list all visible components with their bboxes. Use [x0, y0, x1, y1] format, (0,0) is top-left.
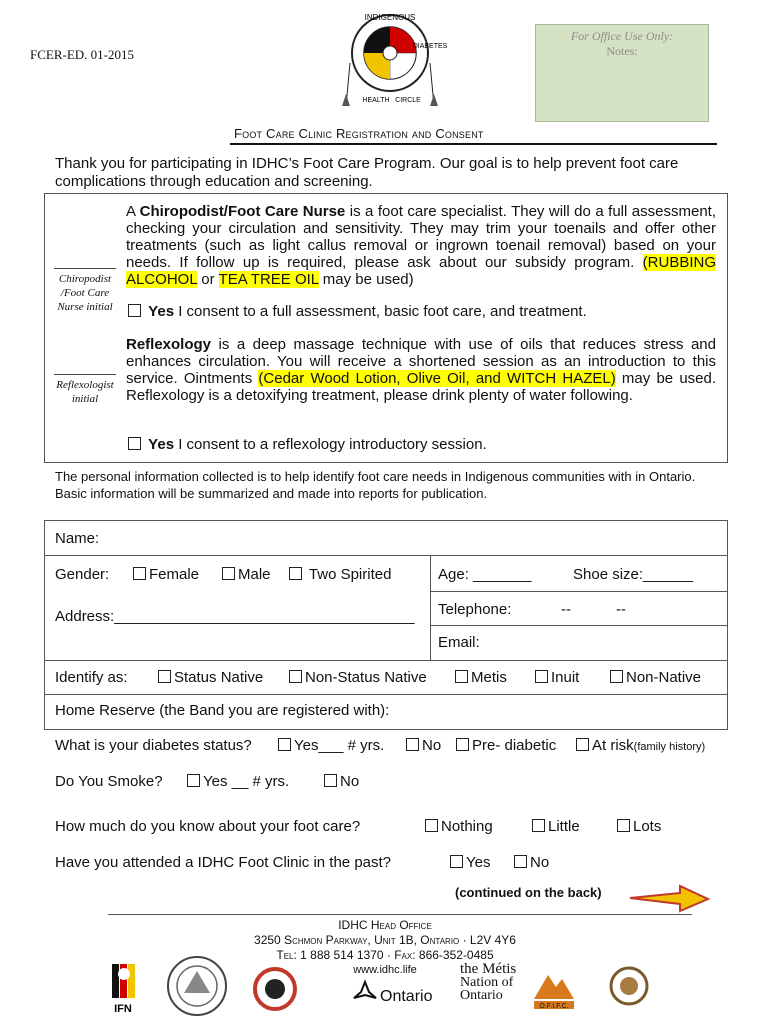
- diabetes-no-label: No: [422, 737, 442, 754]
- ofifc-text: O.F.I.F.C.: [539, 1003, 569, 1010]
- chiropodist-initial-label: Chiropodist /Foot Care Nurse initial: [57, 273, 113, 313]
- reflexologist-initial-line[interactable]: [54, 374, 116, 375]
- diabetes-yes-option[interactable]: [278, 737, 384, 754]
- smoke-no-option[interactable]: [324, 773, 359, 790]
- metis-line-3: Ontario: [460, 988, 503, 1003]
- chiropodist-highlight-1: (RUBBING ALCOHOL: [126, 254, 716, 288]
- non-status-label: Non-Status Native: [305, 669, 427, 686]
- age-field[interactable]: Age: _______: [438, 566, 532, 583]
- smoke-no-checkbox[interactable]: [324, 774, 337, 787]
- inuit-checkbox[interactable]: [535, 670, 548, 683]
- reflexology-consent-text: I consent to a reflexology introductory session.: [174, 436, 487, 453]
- chiropodist-text-a: A: [126, 203, 140, 220]
- attended-question: Have you attended a IDHC Foot Clinic in the past?: [55, 854, 392, 871]
- reflexology-consent-checkbox[interactable]: [128, 437, 141, 450]
- diabetes-yes-checkbox[interactable]: [278, 738, 291, 751]
- female-label: Female: [149, 566, 200, 583]
- telephone-dash-2: --: [616, 601, 626, 618]
- shoe-size-field[interactable]: Shoe size:______: [573, 566, 694, 583]
- address-field[interactable]: Address:____________________________________: [55, 608, 415, 625]
- foot-knowledge-question: How much do you know about your foot care?: [55, 818, 361, 835]
- footer-divider: [108, 914, 692, 915]
- diabetes-no-option[interactable]: [406, 737, 441, 754]
- inuit-label: Inuit: [551, 669, 580, 686]
- chiropodist-yes: Yes: [148, 303, 175, 320]
- diabetes-pre-option[interactable]: [456, 737, 556, 754]
- smoke-question: Do You Smoke?: [55, 773, 163, 790]
- continued-note: (continued on the back): [455, 885, 602, 900]
- diabetes-yes-label: Yes___ # yrs.: [294, 737, 385, 754]
- non-native-label: Non-Native: [626, 669, 702, 686]
- intro-text: Thank you for participating in IDHC’s Foot Care Program. Our goal is to help prevent foot care complications through education and screening.: [55, 155, 679, 190]
- two-spirited-label: Two Spirited: [308, 566, 392, 583]
- non-native-option[interactable]: [610, 669, 701, 686]
- diabetes-pre-label: Pre- diabetic: [472, 737, 557, 754]
- gender-two-spirited-option[interactable]: [289, 566, 391, 583]
- attended-yes-option[interactable]: [450, 854, 490, 871]
- attended-no-label: No: [530, 854, 550, 871]
- attended-yes-checkbox[interactable]: [450, 855, 463, 868]
- female-checkbox[interactable]: [133, 567, 146, 580]
- nothing-checkbox[interactable]: [425, 819, 438, 832]
- name-field[interactable]: Name:: [55, 530, 100, 547]
- metis-line-2: Nation of: [460, 975, 514, 990]
- knowledge-lots-option[interactable]: [617, 818, 661, 835]
- logo-text-1: INDIGENOUS: [364, 13, 416, 22]
- reflexologist-initial-label: Reflexologist initial: [56, 379, 114, 405]
- reflexology-highlight: (Cedar Wood Lotion, Olive Oil, and WITCH HAZEL): [258, 370, 616, 387]
- diabetes-risk-option[interactable]: [576, 737, 705, 754]
- non-status-option[interactable]: [289, 669, 427, 686]
- little-label: Little: [548, 818, 580, 835]
- chiropodist-consent-text: I consent to a full assessment, basic foot care, and treatment.: [174, 303, 587, 320]
- identify-label: Identify as:: [55, 669, 128, 686]
- chiropodist-text-b: is a foot care specialist. They will do a full assessment, checking your circulation and sensitivity. They may trim your toenails and offer other treatments (such as light callus removal or ingrown toenail removal) based on your needs. If follow up is required, please ask about our subsidy program.: [126, 203, 716, 271]
- smoke-yes-checkbox[interactable]: [187, 774, 200, 787]
- smoke-yes-option[interactable]: [187, 773, 289, 790]
- logo-text-3: HEALTH: [362, 97, 390, 104]
- chiropodist-description: [126, 203, 716, 288]
- metis-line-1: the Métis: [460, 961, 517, 977]
- reflexology-text-b: may be used. Reflexology is a detoxifying treatment, please drink plenty of water following.: [126, 370, 717, 404]
- gender-label: Gender:: [55, 566, 110, 583]
- attended-no-checkbox[interactable]: [514, 855, 527, 868]
- chiropodist-consent: [128, 303, 587, 320]
- trillium-icon: [352, 980, 378, 1006]
- registration-form: [44, 520, 728, 730]
- ontario-text: Ontario: [380, 988, 433, 1005]
- telephone-field[interactable]: Telephone:: [438, 601, 512, 618]
- telephone-dash-1: --: [561, 601, 571, 618]
- arrow-right-icon: [628, 882, 710, 914]
- chiropodist-consent-checkbox[interactable]: [128, 304, 141, 317]
- male-checkbox[interactable]: [222, 567, 235, 580]
- reflexology-text-a: is a deep massage technique with use of oils that reduces stress and enhances circulation. You will receive a shortened session as an introduction to this service. Ointments: [126, 336, 716, 387]
- smoke-no-label: No: [340, 773, 360, 790]
- diabetes-risk-label: At risk: [592, 737, 634, 754]
- diabetes-no-checkbox[interactable]: [406, 738, 419, 751]
- reflexology-consent: [128, 436, 487, 453]
- logo-text-4: CIRCLE: [395, 97, 421, 104]
- diabetes-risk-note: (family history): [633, 741, 706, 753]
- little-checkbox[interactable]: [532, 819, 545, 832]
- lots-checkbox[interactable]: [617, 819, 630, 832]
- ifn-text: IFN: [114, 1003, 132, 1015]
- gender-male-option[interactable]: [222, 566, 271, 583]
- seal-logo: [608, 965, 650, 1007]
- idhc-logo: [338, 8, 448, 113]
- metis-checkbox[interactable]: [455, 670, 468, 683]
- chiropodist-tail: may be used): [318, 271, 414, 288]
- inuit-option[interactable]: [535, 669, 579, 686]
- chiropodist-bold: Chiropodist/Foot Care Nurse: [139, 203, 346, 220]
- non-native-checkbox[interactable]: [610, 670, 623, 683]
- reflexology-yes: Yes: [148, 436, 175, 453]
- status-native-label: Status Native: [174, 669, 264, 686]
- status-native-option[interactable]: [158, 669, 263, 686]
- status-native-checkbox[interactable]: [158, 670, 171, 683]
- footer-phone: Tel: 1 888 514 1370 · Fax: 866-352-0485: [276, 948, 494, 962]
- chiropodist-highlight-2: TEA TREE OIL: [218, 271, 319, 288]
- form-code: FCER-ED. 01-2015: [30, 47, 134, 62]
- ontario-logo: [352, 980, 437, 1010]
- chiropodist-initial-line[interactable]: [54, 268, 116, 269]
- diabetes-pre-checkbox[interactable]: [456, 738, 469, 751]
- footer-office: IDHC Head Office: [338, 918, 432, 932]
- privacy-notice: The personal information collected is to help identify foot care needs in Indigenous communities with in Ontario. Basic information will be summarized and made into reports for publication.: [55, 469, 696, 501]
- metis-option[interactable]: [455, 669, 507, 686]
- page-title: Foot Care Clinic Registration and Consent: [234, 126, 484, 141]
- office-use-box: [535, 24, 709, 122]
- male-label: Male: [238, 566, 271, 583]
- metis-label: Metis: [471, 669, 507, 686]
- attended-no-option[interactable]: [514, 854, 549, 871]
- nothing-label: Nothing: [441, 818, 493, 835]
- title-divider: [230, 143, 717, 145]
- metis-nation-logo: [460, 963, 520, 1002]
- logo-text-2: DIABETES: [412, 43, 448, 50]
- reflexology-description: [126, 336, 716, 404]
- home-reserve-field[interactable]: Home Reserve (the Band you are registered with):: [55, 702, 390, 719]
- ifn-logo: [106, 960, 140, 1016]
- emblem-logo: [166, 955, 228, 1017]
- smoke-yes-label: Yes __ # yrs.: [203, 773, 290, 790]
- ofifc-logo: [530, 965, 578, 1013]
- email-field[interactable]: Email:: [438, 634, 480, 651]
- red-circle-logo: [245, 965, 305, 1013]
- gender-female-option[interactable]: [133, 566, 199, 583]
- knowledge-nothing-option[interactable]: [425, 818, 493, 835]
- notes-label: Notes:: [606, 44, 638, 58]
- diabetes-risk-checkbox[interactable]: [576, 738, 589, 751]
- attended-yes-label: Yes: [466, 854, 491, 871]
- footer-address: 3250 Schmon Parkway, Unit 1B, Ontario · L2V 4Y6: [254, 933, 516, 947]
- lots-label: Lots: [633, 818, 662, 835]
- reflexology-bold: Reflexology: [126, 336, 212, 353]
- two-spirited-checkbox[interactable]: [289, 567, 302, 580]
- office-use-label: For Office Use Only:: [570, 29, 674, 43]
- footer-website[interactable]: www.idhc.life: [353, 964, 417, 976]
- non-status-checkbox[interactable]: [289, 670, 302, 683]
- diabetes-question: What is your diabetes status?: [55, 737, 252, 754]
- chiropodist-or: or: [197, 271, 219, 288]
- knowledge-little-option[interactable]: [532, 818, 580, 835]
